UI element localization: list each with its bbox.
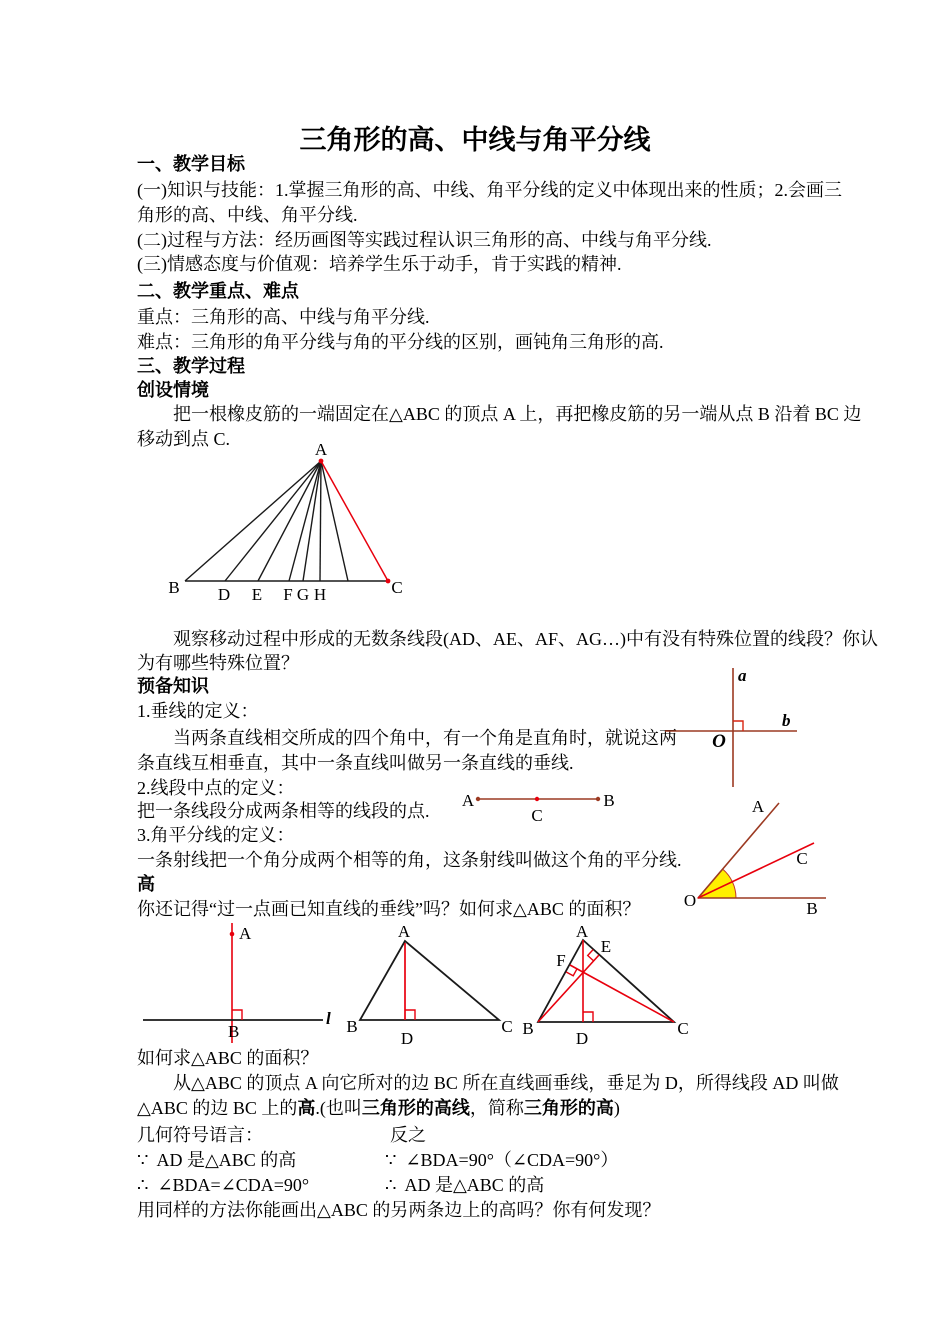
midpoint-figure [430,782,620,824]
prep-def1-title: 1.垂线的定义： [137,701,259,721]
height-heading: 高 [137,874,155,895]
ortho-label-F: F [556,951,566,970]
ortho-label-A: A [575,922,589,941]
prep-def2-title: 2.线段中点的定义： [137,778,295,798]
ortho-label-C: C [677,1019,689,1038]
fan-label-B: B [168,578,180,597]
prep-def1-line-2: 条直线互相垂直，其中一条直线叫做另一条直线的垂线. [137,753,574,773]
objectives-line-1: (一)知识与技能：1.掌握三角形的高、中线、角平分线的定义中体现出来的性质；2.会画三 [137,180,842,200]
drop-label-l: l [326,1009,331,1028]
height-line-1: 你还记得“过一点画已知直线的垂线”吗？如何求△ABC 的面积？ [137,899,641,919]
height-question: 如何求△ABC 的面积？ [137,1048,319,1068]
drop-label-A: A [239,924,252,943]
perp-label-O: O [712,731,726,752]
drop-perpendicular-figure [140,918,340,1048]
ortho-label-E: E [600,937,612,956]
fan-label-E: E [251,585,263,604]
prep-def1-line-1: 当两条直线相交所成的四个角中，有一个角是直角时，就说这两 [173,728,677,748]
symbolic-left-heading: 几何符号语言： [137,1125,263,1145]
prep-def2-line-1: 把一条线段分成两条相等的线段的点. [137,801,430,821]
height-para-2-t2: .(也叫 [315,1098,362,1118]
process-heading: 三、教学过程 [137,356,245,377]
fan-label-G: G [296,585,310,604]
prep-def3-line-1: 一条射线把一个角分成两个相等的角，这条射线叫做这个角的平分线. [137,850,682,870]
fan-label-A: A [314,440,328,459]
symbolic-right-heading: 反之 [390,1125,426,1145]
three-altitudes-figure [515,918,700,1048]
prep-def3-title: 3.角平分线的定义： [137,825,295,845]
scenario-line-1: 把一根橡皮筋的一端固定在△ABC 的顶点 A 上，再把橡皮筋的另一端从点 B 沿着 BC 边 [173,404,862,424]
midpoint-label-B: B [603,791,615,810]
objectives-heading: 一、教学目标 [137,154,245,175]
drop-label-B: B [228,1022,240,1041]
angle-label-C: C [796,849,808,868]
acute-label-C: C [501,1017,513,1036]
height-para-2-bold-2: 三角形的高线 [361,1098,470,1119]
scenario-heading: 创设情境 [137,380,209,401]
symbolic-left-because: ∵ AD 是△ABC 的高 [137,1150,297,1170]
height-para-1: 从△ABC 的顶点 A 向它所对的边 BC 所在直线画垂线，垂足为 D，所得线段 AD 叫做 [173,1073,839,1093]
acute-label-A: A [397,922,411,941]
fan-label-H: H [313,585,327,604]
ortho-label-B: B [522,1019,534,1038]
perpendicular-figure [655,660,805,792]
key-points-line-1: 重点：三角形的高、中线与角平分线. [137,307,430,327]
height-para-2-t3: ，简称 [469,1098,524,1118]
height-para-2-t1: △ABC 的边 BC 上的 [137,1098,298,1118]
observe-line-2: 为有哪些特殊位置？ [137,653,299,673]
angle-label-A: A [751,797,765,816]
height-para-2 [137,1097,620,1121]
scenario-line-2: 移动到点 C. [137,429,231,449]
midpoint-label-C: C [531,806,543,825]
objectives-line-3: (二)过程与方法：经历画图等实践过程认识三角形的高、中线与角平分线. [137,230,712,250]
acute-label-D: D [400,1029,414,1048]
fan-label-C: C [391,578,403,597]
fan-figure [160,440,410,608]
perp-label-a: a [738,666,747,685]
doc-title: 三角形的高、中线与角平分线 [299,125,651,156]
observe-line-1: 观察移动过程中形成的无数条线段(AD、AE、AF、AG…)中有没有特殊位置的线段？你认 [173,629,878,649]
objectives-line-2: 角形的高、中线、角平分线. [137,205,358,225]
objectives-line-4: (三)情感态度与价值观：培养学生乐于动手，肯于实践的精神. [137,254,622,274]
prep-heading: 预备知识 [137,676,209,697]
key-points-heading: 二、教学重点、难点 [137,281,299,302]
acute-label-B: B [346,1017,358,1036]
fan-label-D: D [217,585,231,604]
symbolic-right-therefore: ∴ AD 是△ABC 的高 [385,1175,545,1195]
acute-triangle-figure [340,918,520,1048]
ortho-label-D: D [575,1029,589,1048]
height-para-2-bold-1: 高 [297,1098,316,1119]
angle-label-O: O [683,891,697,910]
symbolic-left-therefore: ∴ ∠BDA=∠CDA=90° [137,1175,310,1195]
symbolic-right-because: ∵ ∠BDA=90°（∠CDA=90°） [385,1150,619,1170]
height-para-2-t4: ) [613,1098,620,1118]
angle-label-B: B [806,899,818,918]
midpoint-label-A: A [461,791,475,810]
angle-bisector-figure [678,790,838,918]
key-points-line-2: 难点：三角形的角平分线与角的平分线的区别，画钝角三角形的高. [137,332,664,352]
perp-label-b: b [782,711,791,730]
height-para-2-bold-3: 三角形的高 [523,1098,614,1119]
closing-question: 用同样的方法你能画出△ABC 的另两条边上的高吗？你有何发现？ [137,1200,661,1220]
fan-label-F: F [283,585,293,604]
